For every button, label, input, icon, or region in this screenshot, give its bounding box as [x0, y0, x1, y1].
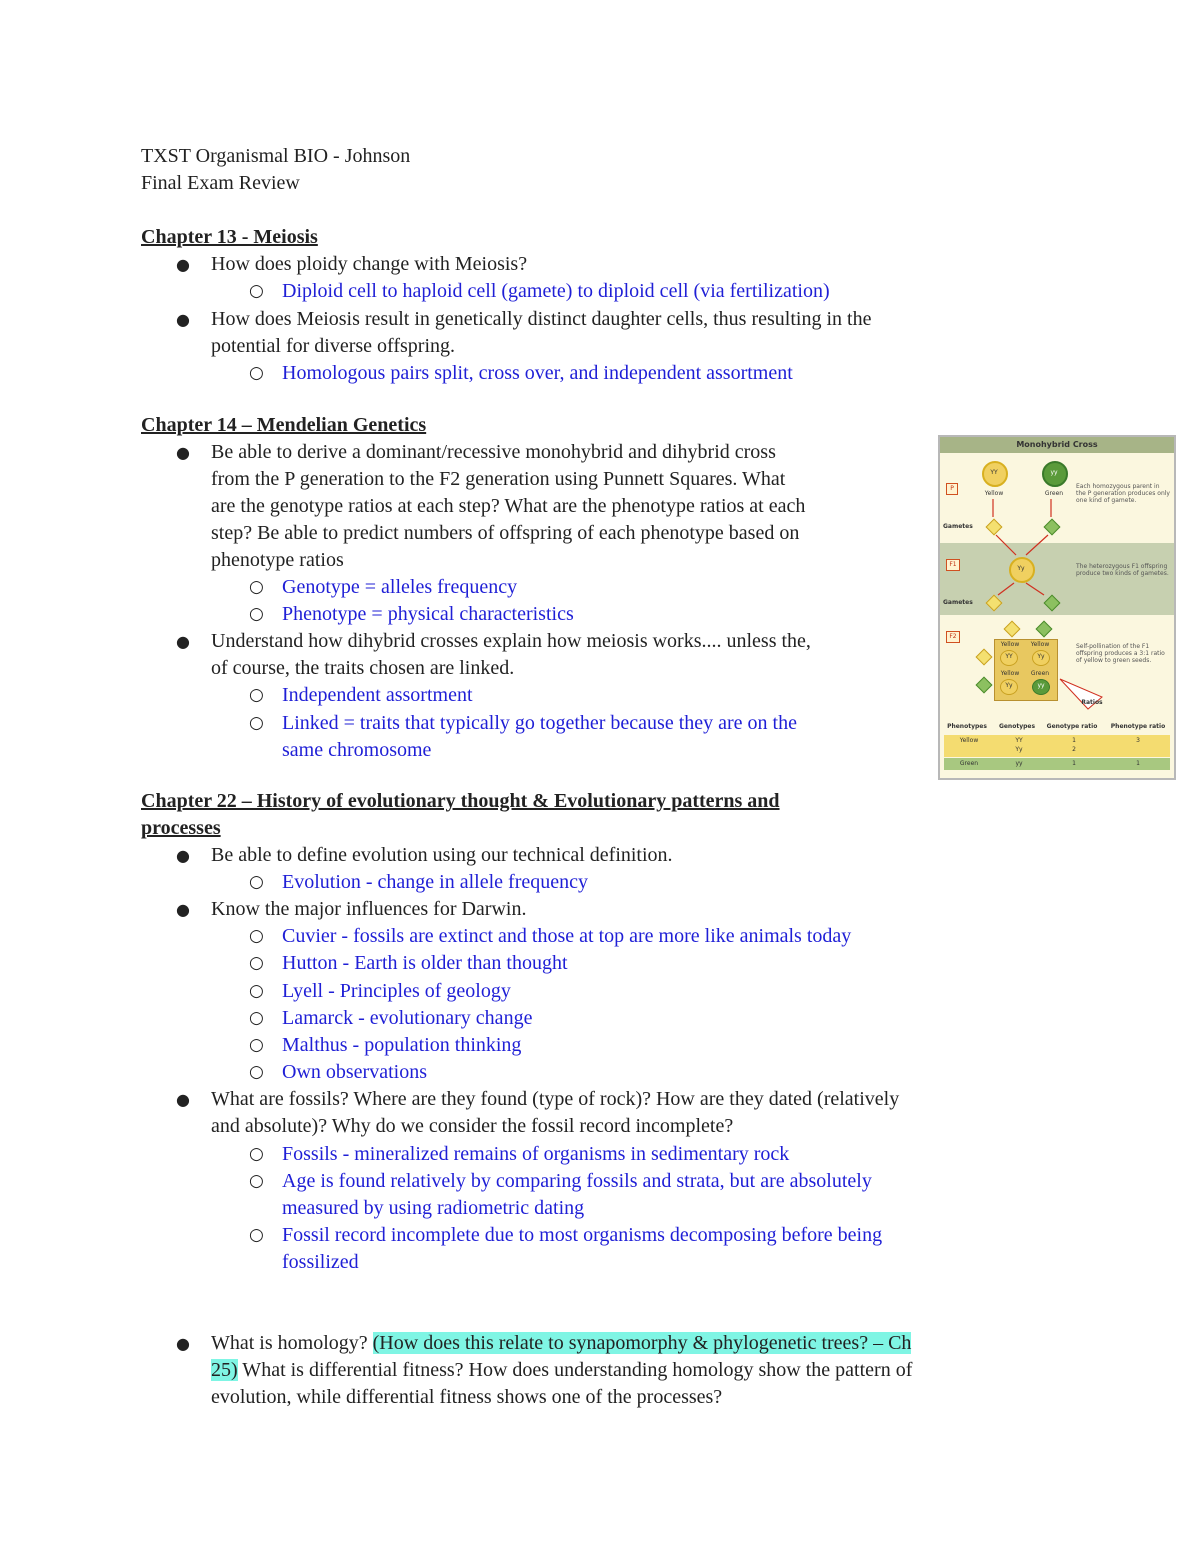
ch22-answer-age-line-2: measured by using radiometric dating: [282, 1197, 585, 1219]
chapter-22-heading-line-2: processes: [141, 817, 221, 839]
ch22-question-1: Be able to define evolution using our technical definition.: [211, 844, 673, 866]
ch14-question-2-line-2: of course, the traits chosen are linked.: [211, 657, 515, 679]
ch13-question-2-line-2: potential for diverse offspring.: [211, 335, 456, 357]
punnett-yellow-2: Yellow: [1030, 641, 1050, 648]
chapter-22-heading-line-1: Chapter 22 – History of evolutionary thought & Evolutionary patterns and: [141, 790, 780, 812]
circle-bullet-icon: ○: [249, 1008, 264, 1028]
punnett-yy-2: Yy: [1037, 653, 1045, 660]
circle-bullet-icon: ○: [249, 281, 264, 301]
bullet-icon: ●: [176, 443, 190, 462]
punnett-yellow-3: Yellow: [1000, 670, 1020, 677]
ch14-answer-2: Phenotype = physical characteristics: [282, 603, 574, 625]
f2-note: Self-pollination of the F1 offspring produces a 3:1 ratio of yellow to green seeds.: [1076, 643, 1165, 664]
gametes-label-1: Gametes: [943, 523, 973, 530]
circle-bullet-icon: ○: [249, 1171, 264, 1191]
genotype-ratio-1: 1: [1072, 737, 1076, 744]
differential-fitness-question: What is differential fitness? How does understanding homology show the pattern of: [237, 1359, 913, 1381]
ch22-answer-1: Evolution - change in allele frequency: [282, 871, 588, 893]
circle-bullet-icon: ○: [249, 981, 264, 1001]
yy-dominant-label: YY: [990, 469, 998, 476]
highlighted-chapter-ref: 25): [211, 1359, 238, 1381]
ratios-label: Ratios: [1081, 699, 1103, 706]
ch14-answer-4-line-2: same chromosome: [282, 739, 432, 761]
row-yellow-label: Yellow: [959, 737, 979, 744]
ch22-question-4-line-1: [211, 1330, 911, 1357]
circle-bullet-icon: ○: [249, 713, 264, 733]
ch14-question-1-line-1: Be able to derive a dominant/recessive monohybrid and dihybrid cross: [211, 441, 776, 463]
ch22-answer-hutton: Hutton - Earth is older than thought: [282, 952, 568, 974]
ch22-answer-record-line-2: fossilized: [282, 1251, 359, 1273]
ch22-answer-malthus: Malthus - population thinking: [282, 1034, 522, 1056]
punnett-green: Green: [1030, 670, 1050, 677]
ch22-answer-observations: Own observations: [282, 1061, 427, 1083]
ch14-question-1-line-3: are the genotype ratios at each step? What are the phenotype ratios at each: [211, 495, 806, 517]
circle-bullet-icon: ○: [249, 1035, 264, 1055]
bullet-icon: ●: [176, 255, 190, 274]
circle-bullet-icon: ○: [249, 1144, 264, 1164]
ch22-answer-record-line-1: Fossil record incomplete due to most organisms decomposing before being: [282, 1224, 883, 1246]
chapter-13-heading: Chapter 13 - Meiosis: [141, 226, 318, 248]
phenotype-ratio-2: 1: [1136, 760, 1140, 767]
col-phenotype-ratio: Phenotype ratio: [1110, 723, 1166, 730]
circle-bullet-icon: ○: [249, 872, 264, 892]
circle-bullet-icon: ○: [249, 1062, 264, 1082]
p-generation-note: Each homozygous parent in the P generation produces only one kind of gamete.: [1076, 483, 1170, 504]
punnett-yy-1: YY: [1005, 653, 1013, 660]
circle-bullet-icon: ○: [249, 926, 264, 946]
row-yellow-genotype-2: Yy: [1015, 746, 1023, 753]
ch22-answer-fossils: Fossils - mineralized remains of organisms in sedimentary rock: [282, 1143, 790, 1165]
circle-bullet-icon: ○: [249, 577, 264, 597]
green-label: Green: [1044, 490, 1064, 497]
ch22-answer-age-line-1: Age is found relatively by comparing fossils and strata, but are absolutely: [282, 1170, 872, 1192]
ch13-answer-2: Homologous pairs split, cross over, and independent assortment: [282, 362, 793, 384]
row-green-genotype: yy: [1015, 760, 1023, 767]
phenotype-ratio-1: 3: [1136, 737, 1140, 744]
circle-bullet-icon: ○: [249, 604, 264, 624]
ch14-question-1-line-2: from the P generation to the F2 generation using Punnett Squares. What: [211, 468, 786, 490]
ch13-question-2-line-1: How does Meiosis result in genetically distinct daughter cells, thus resulting in the: [211, 308, 872, 330]
ch14-answer-4-line-1: Linked = traits that typically go together because they are on the: [282, 712, 797, 734]
bullet-icon: ●: [176, 1334, 190, 1353]
gametes-label-2: Gametes: [943, 599, 973, 606]
yellow-label: Yellow: [984, 490, 1004, 497]
ch22-question-2: Know the major influences for Darwin.: [211, 898, 527, 920]
bullet-icon: ●: [176, 846, 190, 865]
genotype-ratio-2: 2: [1072, 746, 1076, 753]
homology-question: What is homology?: [211, 1332, 373, 1354]
bullet-icon: ●: [176, 310, 190, 329]
genotype-ratio-3: 1: [1072, 760, 1076, 767]
highlighted-synapomorphy-question: (How does this relate to synapomorphy & phylogenetic trees? – Ch: [372, 1332, 912, 1354]
circle-bullet-icon: ○: [249, 685, 264, 705]
punnett-yellow-1: Yellow: [1000, 641, 1020, 648]
ch13-answer-1: Diploid cell to haploid cell (gamete) to diploid cell (via fertilization): [282, 280, 830, 302]
figure-title: Monohybrid Cross: [940, 437, 1174, 453]
course-title: TXST Organismal BIO - Johnson: [141, 145, 411, 167]
ch22-question-3-line-2: and absolute)? Why do we consider the fossil record incomplete?: [211, 1115, 734, 1137]
f1-genotype-label: Yy: [1017, 565, 1025, 572]
col-genotypes: Genotypes: [998, 723, 1036, 730]
ch22-answer-lyell: Lyell - Principles of geology: [282, 980, 511, 1002]
ch14-question-1-line-5: phenotype ratios: [211, 549, 344, 571]
monohybrid-cross-figure: [938, 435, 1176, 780]
document-subtitle: Final Exam Review: [141, 172, 300, 194]
ch14-question-1-line-4: step? Be able to predict numbers of offspring of each phenotype based on: [211, 522, 800, 544]
circle-bullet-icon: ○: [249, 953, 264, 973]
circle-bullet-icon: ○: [249, 1225, 264, 1245]
ch22-question-4-line-2: [211, 1357, 912, 1384]
ch22-question-4-line-3: evolution, while differential fitness shows one of the processes?: [211, 1386, 723, 1408]
col-phenotypes: Phenotypes: [947, 723, 987, 730]
yy-recessive-label: yy: [1050, 469, 1058, 476]
punnett-yy-3: Yy: [1005, 682, 1013, 689]
f1-note: The heterozygous F1 offspring produce two kinds of gametes.: [1076, 563, 1169, 577]
ch22-answer-lamarck: Lamarck - evolutionary change: [282, 1007, 533, 1029]
ch14-answer-1: Genotype = alleles frequency: [282, 576, 518, 598]
bullet-icon: ●: [176, 1090, 190, 1109]
f1-label: F1: [946, 559, 960, 571]
ch14-question-2-line-1: Understand how dihybrid crosses explain how meiosis works.... unless the,: [211, 630, 811, 652]
ch22-question-3-line-1: What are fossils? Where are they found (type of rock)? How are they dated (relatively: [211, 1088, 900, 1110]
col-genotype-ratio: Genotype ratio: [1046, 723, 1098, 730]
circle-bullet-icon: ○: [249, 363, 264, 383]
row-green-label: Green: [959, 760, 979, 767]
punnett-yy-4: yy: [1037, 682, 1045, 689]
row-yellow-genotype-1: YY: [1015, 737, 1023, 744]
chapter-14-heading: Chapter 14 – Mendelian Genetics: [141, 414, 427, 436]
ch22-answer-cuvier: Cuvier - fossils are extinct and those at top are more like animals today: [282, 925, 852, 947]
ch14-answer-3: Independent assortment: [282, 684, 473, 706]
ch13-question-1: How does ploidy change with Meiosis?: [211, 253, 528, 275]
f2-label: F2: [946, 631, 960, 643]
p-label: P: [946, 483, 958, 495]
bullet-icon: ●: [176, 632, 190, 651]
bullet-icon: ●: [176, 900, 190, 919]
